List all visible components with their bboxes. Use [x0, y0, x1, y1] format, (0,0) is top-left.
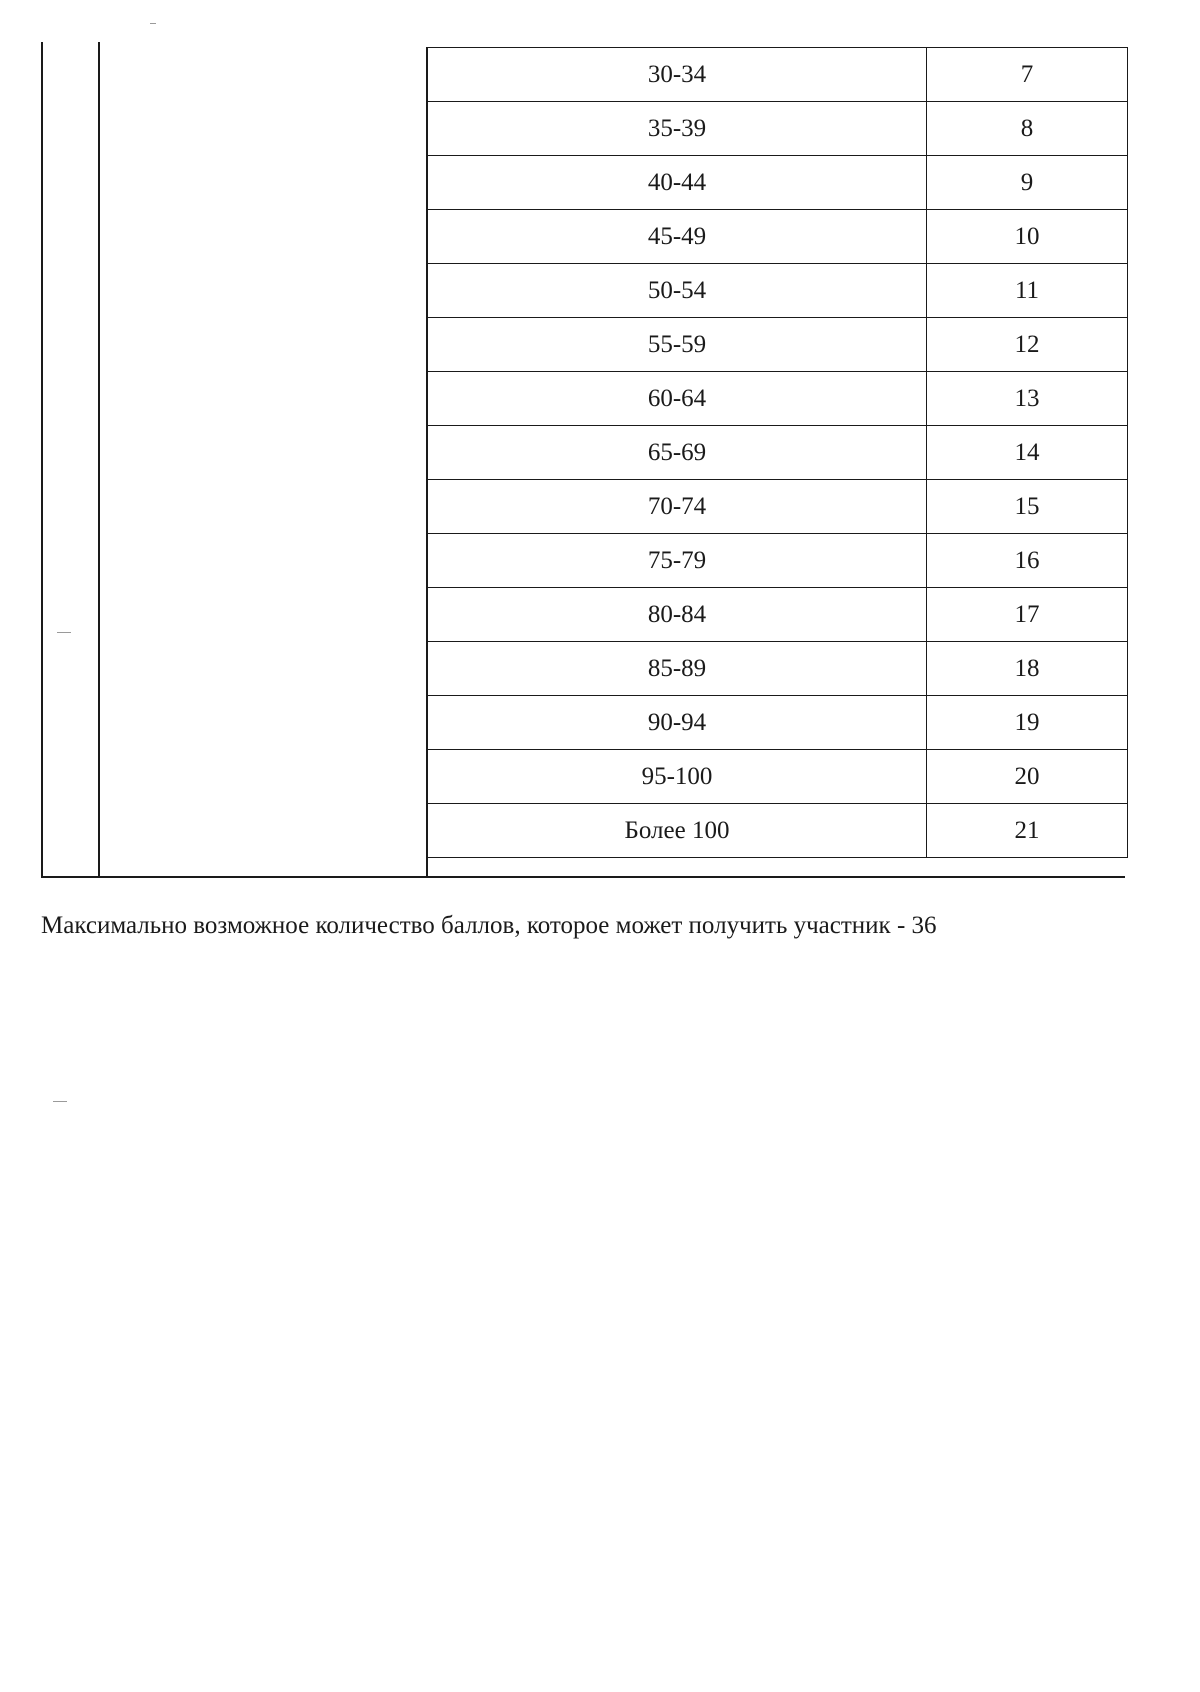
table-row	[428, 372, 1128, 426]
table-column-divider	[98, 42, 100, 878]
points-cell: 14	[927, 426, 1128, 480]
score-range-cell: 90-94	[428, 696, 927, 750]
points-cell: 17	[927, 588, 1128, 642]
scan-speck	[53, 1101, 67, 1102]
score-range-cell: 45-49	[428, 210, 927, 264]
table-row	[428, 318, 1128, 372]
score-range-cell: Более 100	[428, 804, 927, 858]
table-row	[428, 696, 1128, 750]
points-cell: 7	[927, 48, 1128, 102]
table-row	[428, 480, 1128, 534]
score-range-cell: 55-59	[428, 318, 927, 372]
score-range-cell: 85-89	[428, 642, 927, 696]
points-cell: 10	[927, 210, 1128, 264]
score-range-cell: 80-84	[428, 588, 927, 642]
points-cell: 20	[927, 750, 1128, 804]
score-range-cell: 60-64	[428, 372, 927, 426]
points-cell: 12	[927, 318, 1128, 372]
scan-speck	[57, 632, 71, 633]
score-range-cell: 50-54	[428, 264, 927, 318]
max-score-note: Максимально возможное количество баллов, которое может получить участник - 36	[41, 912, 937, 939]
table-row	[428, 750, 1128, 804]
score-table-body	[428, 48, 1128, 858]
score-conversion-table	[427, 47, 1128, 858]
table-row	[428, 804, 1128, 858]
scan-speck	[150, 23, 156, 24]
points-cell: 8	[927, 102, 1128, 156]
score-range-cell: 40-44	[428, 156, 927, 210]
score-range-cell: 75-79	[428, 534, 927, 588]
table-row	[428, 264, 1128, 318]
score-range-cell: 95-100	[428, 750, 927, 804]
score-range-cell: 70-74	[428, 480, 927, 534]
score-range-cell: 65-69	[428, 426, 927, 480]
table-row	[428, 210, 1128, 264]
table-row	[428, 426, 1128, 480]
table-row	[428, 48, 1128, 102]
score-range-cell: 35-39	[428, 102, 927, 156]
points-cell: 19	[927, 696, 1128, 750]
table-row	[428, 102, 1128, 156]
points-cell: 16	[927, 534, 1128, 588]
score-range-cell: 30-34	[428, 48, 927, 102]
table-row	[428, 534, 1128, 588]
points-cell: 11	[927, 264, 1128, 318]
points-cell: 18	[927, 642, 1128, 696]
points-cell: 9	[927, 156, 1128, 210]
table-row	[428, 588, 1128, 642]
points-cell: 21	[927, 804, 1128, 858]
table-left-border	[41, 42, 43, 878]
points-cell: 13	[927, 372, 1128, 426]
table-row	[428, 156, 1128, 210]
table-row	[428, 642, 1128, 696]
table-bottom-border	[41, 876, 1125, 878]
points-cell: 15	[927, 480, 1128, 534]
